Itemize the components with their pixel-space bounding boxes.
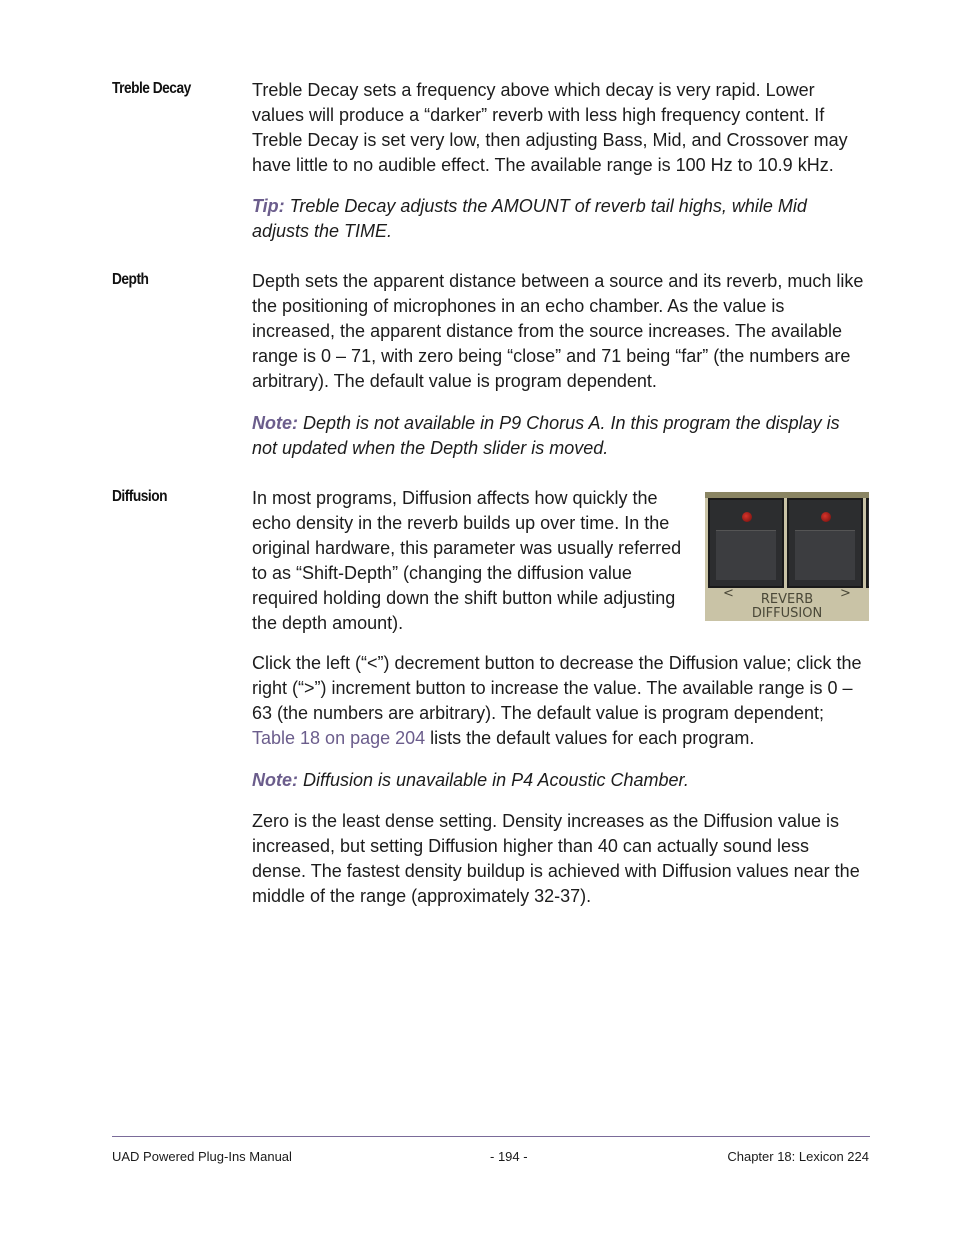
diffusion-hardware-image [705,492,869,621]
term-treble-decay: Treble Decay [112,80,191,97]
footer-chapter: Chapter 18: Lexicon 224 [727,1149,869,1164]
treble-decay-tip [252,194,866,244]
note-text: Diffusion is unavailable in P4 Acoustic Chamber. [298,770,689,790]
hardware-label-line1: REVERB [760,592,814,607]
right-arrow-glyph: > [840,586,851,601]
term-depth: Depth [112,271,149,288]
diffusion-body-1: In most programs, Diffusion affects how quickly the echo density in the reverb builds up over time. In the original hardware, this parameter was usually referred to as “Shift-Depth” (changing the diffusion value required holding down the shift button while adjusting the depth amount). [252,488,682,633]
diffusion-note [252,768,866,793]
note-lead: Note: [252,770,298,790]
footer-rule [112,1136,870,1137]
table-18-link[interactable]: Table 18 on page 204 [252,728,426,748]
tip-text: Treble Decay adjusts the AMOUNT of reverb tail highs, while Mid adjusts the TIME. [252,196,807,241]
footer-manual-title: UAD Powered Plug-Ins Manual [112,1149,292,1164]
hardware-label [705,588,869,621]
decrement-button-image [708,498,784,588]
tip-lead: Tip: [252,196,285,216]
increment-button-image [787,498,863,588]
hardware-label-line2: DIFFUSION [751,606,823,621]
depth-note [252,411,866,461]
note-text: Depth is not available in P9 Chorus A. In this program the display is not updated when the Depth slider is moved. [252,413,840,458]
term-diffusion: Diffusion [112,488,167,505]
treble-decay-body: Treble Decay sets a frequency above which decay is very rapid. Lower values will produce a “darker” reverb with less high frequency content. If Treble Decay is set very low, then adjusting Bass, Mid, and Crossover may have little to no audible effect. The available range is 100 Hz to 10.9 kHz. [252,80,848,175]
diffusion-body-3: Zero is the least dense setting. Density increases as the Diffusion value is increased, but setting Diffusion higher than 40 can actually sound less dense. The fastest density buildup is achieved with Diffusion values near the middle of the range (approximately 32-37). [252,811,860,906]
next-button-image [866,498,869,588]
footer-page-number: - 194 - [490,1149,528,1164]
led-icon [821,512,831,522]
depth-body: Depth sets the apparent distance between a source and its reverb, much like the positioning of microphones in an echo chamber. As the value is increased, the apparent distance from the source increases. The available range is 0 – 71, with zero being “close” and 71 being “far” (the numbers are arbitrary). The default value is program dependent. [252,271,864,391]
led-icon [742,512,752,522]
note-lead: Note: [252,413,298,433]
diffusion-body-2: Click the left (“<”) decrement button to decrease the Diffusion value; click the right (“>”) increment button to increase the value. The available range is 0 – 63 (the numbers are arbitrary). The default value is program dependent; Table 18 on page 204 lists the default values for each program. [252,653,862,748]
left-arrow-glyph: < [723,586,734,601]
